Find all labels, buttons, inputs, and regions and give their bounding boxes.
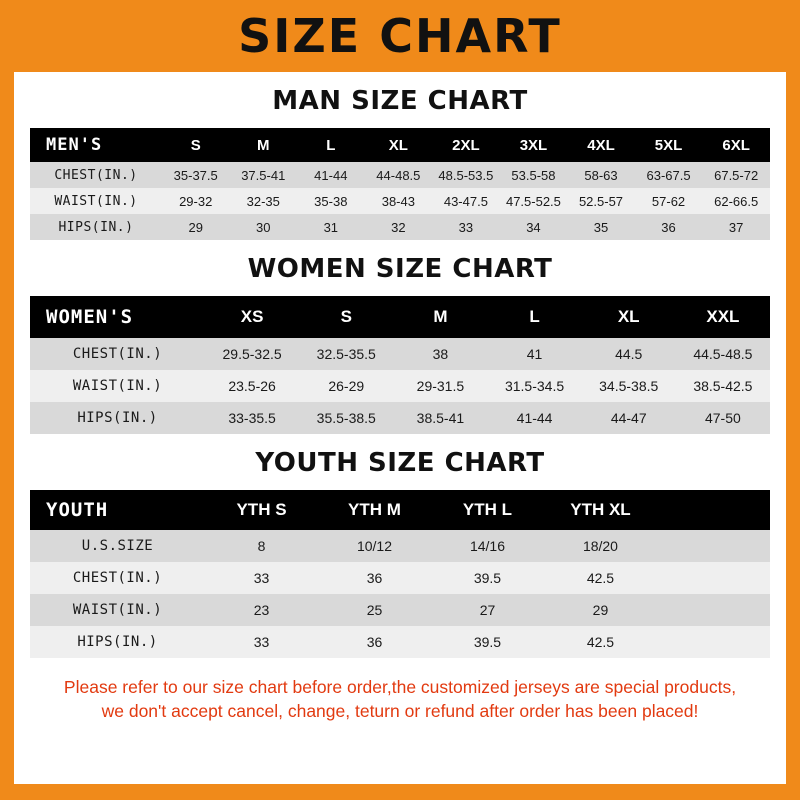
men-chest-2xl: 48.5-53.5 xyxy=(432,162,500,188)
women-chest-xl: 44.5 xyxy=(582,338,676,370)
women-chest-m: 38 xyxy=(393,338,487,370)
men-header-5xl: 5XL xyxy=(635,128,703,162)
men-chest-m: 37.5-41 xyxy=(229,162,297,188)
men-chest-6xl: 67.5-72 xyxy=(702,162,770,188)
men-row-label-hips: HIPS(IN.) xyxy=(30,214,162,240)
men-header-3xl: 3XL xyxy=(500,128,568,162)
table-header-row xyxy=(30,296,770,338)
youth-hips-s: 33 xyxy=(205,626,318,658)
men-waist-xl: 38-43 xyxy=(365,188,433,214)
women-chest-xxl: 44.5-48.5 xyxy=(676,338,770,370)
men-header-s: S xyxy=(162,128,230,162)
women-waist-xl: 34.5-38.5 xyxy=(582,370,676,402)
disclaimer-line-2: we don't accept cancel, change, teturn or refund after order has been placed! xyxy=(101,700,699,721)
men-chest-5xl: 63-67.5 xyxy=(635,162,703,188)
women-waist-m: 29-31.5 xyxy=(393,370,487,402)
men-header-m: M xyxy=(229,128,297,162)
youth-waist-empty xyxy=(657,594,770,626)
youth-hips-empty xyxy=(657,626,770,658)
men-section-title: MAN SIZE CHART xyxy=(272,86,528,116)
table-header-row xyxy=(30,128,770,162)
women-chest-s: 32.5-35.5 xyxy=(299,338,393,370)
youth-header-yth-s: YTH S xyxy=(205,490,318,530)
men-chest-xl: 44-48.5 xyxy=(365,162,433,188)
women-waist-xs: 23.5-26 xyxy=(205,370,299,402)
women-row-label-chest: CHEST(IN.) xyxy=(30,338,205,370)
men-hips-m: 30 xyxy=(229,214,297,240)
header-band xyxy=(14,0,786,72)
men-hips-xl: 32 xyxy=(365,214,433,240)
youth-section-title: YOUTH SIZE CHART xyxy=(255,448,545,478)
women-table-header xyxy=(30,296,770,338)
youth-row-label-waist: WAIST(IN.) xyxy=(30,594,205,626)
women-header-xs: XS xyxy=(205,296,299,338)
men-waist-s: 29-32 xyxy=(162,188,230,214)
women-header-xl: XL xyxy=(582,296,676,338)
men-header-l: L xyxy=(297,128,365,162)
women-hips-m: 38.5-41 xyxy=(393,402,487,434)
table-row xyxy=(30,338,770,370)
men-waist-3xl: 47.5-52.5 xyxy=(500,188,568,214)
men-waist-2xl: 43-47.5 xyxy=(432,188,500,214)
women-header-label: WOMEN'S xyxy=(30,296,205,338)
youth-ussize-empty xyxy=(657,530,770,562)
youth-chest-s: 33 xyxy=(205,562,318,594)
women-waist-xxl: 38.5-42.5 xyxy=(676,370,770,402)
youth-table-body xyxy=(30,530,770,658)
men-size-section xyxy=(30,86,770,240)
youth-row-label-hips: HIPS(IN.) xyxy=(30,626,205,658)
women-chest-l: 41 xyxy=(487,338,581,370)
youth-waist-s: 23 xyxy=(205,594,318,626)
women-header-l: L xyxy=(487,296,581,338)
page-title: SIZE CHART xyxy=(238,9,562,63)
youth-size-table xyxy=(30,490,770,658)
men-waist-5xl: 57-62 xyxy=(635,188,703,214)
women-hips-xxl: 47-50 xyxy=(676,402,770,434)
table-row xyxy=(30,562,770,594)
men-header-6xl: 6XL xyxy=(702,128,770,162)
women-header-m: M xyxy=(393,296,487,338)
youth-hips-l: 39.5 xyxy=(431,626,544,658)
youth-header-yth-xl: YTH XL xyxy=(544,490,657,530)
youth-ussize-s: 8 xyxy=(205,530,318,562)
men-waist-6xl: 62-66.5 xyxy=(702,188,770,214)
youth-chest-l: 39.5 xyxy=(431,562,544,594)
table-row xyxy=(30,594,770,626)
women-row-label-hips: HIPS(IN.) xyxy=(30,402,205,434)
men-hips-4xl: 35 xyxy=(567,214,635,240)
content-area xyxy=(14,86,786,723)
men-waist-l: 35-38 xyxy=(297,188,365,214)
men-table-body xyxy=(30,162,770,240)
women-size-section xyxy=(30,254,770,434)
youth-table-header xyxy=(30,490,770,530)
men-chest-s: 35-37.5 xyxy=(162,162,230,188)
women-header-xxl: XXL xyxy=(676,296,770,338)
youth-chest-empty xyxy=(657,562,770,594)
women-row-label-waist: WAIST(IN.) xyxy=(30,370,205,402)
youth-hips-xl: 42.5 xyxy=(544,626,657,658)
men-header-2xl: 2XL xyxy=(432,128,500,162)
table-row xyxy=(30,626,770,658)
disclaimer-note xyxy=(30,672,770,723)
women-hips-l: 41-44 xyxy=(487,402,581,434)
youth-chest-xl: 42.5 xyxy=(544,562,657,594)
women-table-body xyxy=(30,338,770,434)
men-header-xl: XL xyxy=(365,128,433,162)
youth-header-empty xyxy=(657,490,770,530)
men-hips-2xl: 33 xyxy=(432,214,500,240)
youth-chest-m: 36 xyxy=(318,562,431,594)
men-chest-l: 41-44 xyxy=(297,162,365,188)
youth-waist-xl: 29 xyxy=(544,594,657,626)
women-size-table xyxy=(30,296,770,434)
table-row xyxy=(30,162,770,188)
men-hips-3xl: 34 xyxy=(500,214,568,240)
women-hips-xl: 44-47 xyxy=(582,402,676,434)
men-row-label-chest: CHEST(IN.) xyxy=(30,162,162,188)
men-header-label: MEN'S xyxy=(30,128,162,162)
women-waist-s: 26-29 xyxy=(299,370,393,402)
men-header-4xl: 4XL xyxy=(567,128,635,162)
youth-ussize-xl: 18/20 xyxy=(544,530,657,562)
youth-row-label-ussize: U.S.SIZE xyxy=(30,530,205,562)
table-row xyxy=(30,188,770,214)
table-row xyxy=(30,370,770,402)
men-hips-6xl: 37 xyxy=(702,214,770,240)
youth-row-label-chest: CHEST(IN.) xyxy=(30,562,205,594)
table-row xyxy=(30,214,770,240)
women-header-s: S xyxy=(299,296,393,338)
men-hips-l: 31 xyxy=(297,214,365,240)
men-waist-4xl: 52.5-57 xyxy=(567,188,635,214)
women-section-title: WOMEN SIZE CHART xyxy=(247,254,553,284)
youth-ussize-m: 10/12 xyxy=(318,530,431,562)
youth-header-yth-m: YTH M xyxy=(318,490,431,530)
table-row xyxy=(30,530,770,562)
youth-ussize-l: 14/16 xyxy=(431,530,544,562)
youth-header-label: YOUTH xyxy=(30,490,205,530)
table-row xyxy=(30,402,770,434)
men-chest-3xl: 53.5-58 xyxy=(500,162,568,188)
men-hips-s: 29 xyxy=(162,214,230,240)
youth-header-yth-l: YTH L xyxy=(431,490,544,530)
disclaimer-line-1: Please refer to our size chart before order,the customized jerseys are special products, xyxy=(63,677,737,697)
men-hips-5xl: 36 xyxy=(635,214,703,240)
youth-waist-m: 25 xyxy=(318,594,431,626)
men-chest-4xl: 58-63 xyxy=(567,162,635,188)
women-waist-l: 31.5-34.5 xyxy=(487,370,581,402)
women-chest-xs: 29.5-32.5 xyxy=(205,338,299,370)
men-size-table xyxy=(30,128,770,240)
women-hips-xs: 33-35.5 xyxy=(205,402,299,434)
youth-size-section xyxy=(30,448,770,658)
men-table-header xyxy=(30,128,770,162)
youth-hips-m: 36 xyxy=(318,626,431,658)
men-waist-m: 32-35 xyxy=(229,188,297,214)
table-header-row xyxy=(30,490,770,530)
men-row-label-waist: WAIST(IN.) xyxy=(30,188,162,214)
women-hips-s: 35.5-38.5 xyxy=(299,402,393,434)
youth-waist-l: 27 xyxy=(431,594,544,626)
